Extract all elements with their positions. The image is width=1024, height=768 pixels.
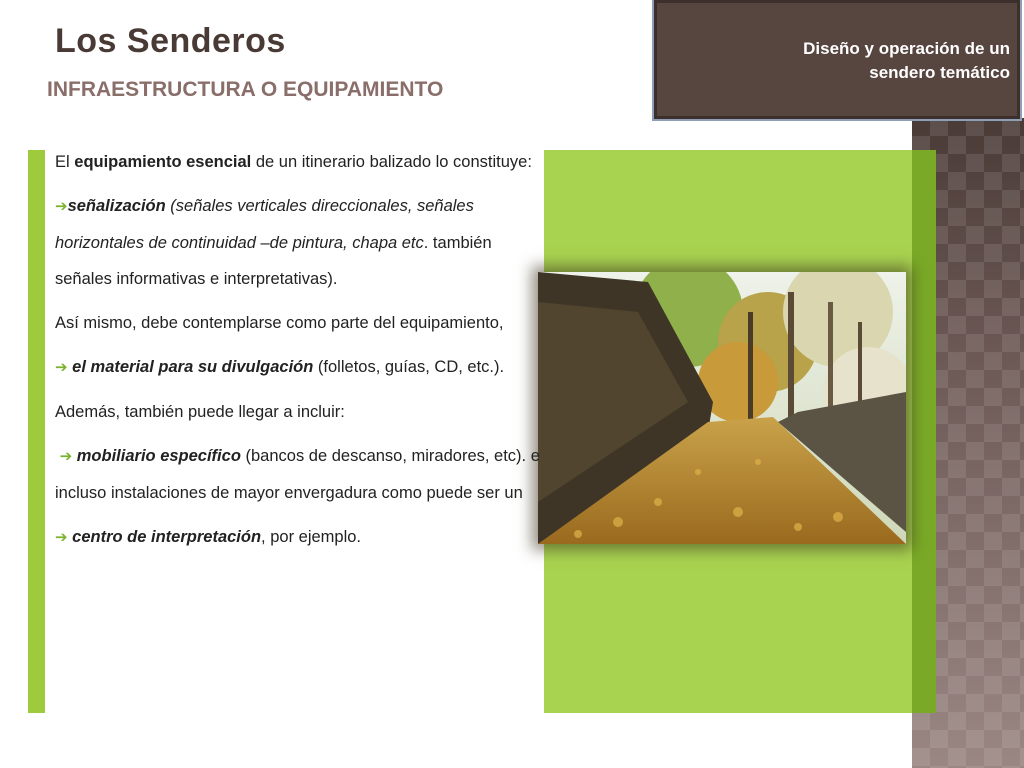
text-senalizacion: señalización	[67, 197, 166, 215]
left-accent-bar	[28, 150, 45, 713]
text-mobiliario-rest: (bancos de descanso, miradores, etc). e incluso instalaciones de mayor envergadura como puede ser un	[55, 447, 540, 502]
arrow-icon: ➔	[55, 529, 68, 546]
text-equipamiento-esencial: equipamiento esencial	[74, 153, 252, 171]
green-panel-edge	[912, 150, 936, 713]
paragraph-equipamiento	[55, 144, 540, 180]
slide-subtitle: INFRAESTRUCTURA O EQUIPAMIENTO	[47, 78, 444, 101]
text-senalizacion-rest: . también señales informativas e interpretativas).	[55, 234, 492, 288]
arrow-icon: ➔	[55, 198, 68, 215]
text-intro: El	[55, 153, 75, 171]
slide-body	[55, 144, 540, 564]
text-mobiliario: mobiliario específico	[76, 447, 241, 465]
paragraph-ademas: Además, también puede llegar a incluir:	[55, 403, 345, 421]
text-centro: centro de interpretación	[72, 528, 262, 546]
paragraph-asi-mismo: Así mismo, debe contemplarse como parte del equipamiento,	[55, 314, 504, 332]
text-material: el material para su divulgación	[72, 358, 314, 376]
header-line-1: Diseño y operación de un	[803, 39, 1010, 58]
arrow-icon: ➔	[59, 448, 73, 465]
slide-title: Los Senderos	[55, 22, 286, 60]
paragraph-centro	[55, 519, 540, 556]
header-line-2: sendero temático	[869, 63, 1010, 82]
presentation-heading	[690, 37, 1010, 85]
paragraph-mobiliario	[55, 438, 540, 511]
text-intro-rest: de un itinerario balizado lo constituye:	[251, 153, 532, 171]
text-centro-rest: , por ejemplo.	[261, 528, 362, 546]
text-senalizacion-detail: (señales verticales direccionales, señales horizontales de continuidad –de pintura, chapa etc	[55, 197, 474, 252]
trail-photo	[538, 272, 906, 544]
paragraph-material	[55, 349, 540, 386]
paragraph-senalizacion	[55, 188, 540, 297]
text-material-rest: (folletos, guías, CD, etc.).	[313, 358, 505, 376]
header-box	[652, 0, 1022, 121]
arrow-icon: ➔	[55, 359, 68, 376]
